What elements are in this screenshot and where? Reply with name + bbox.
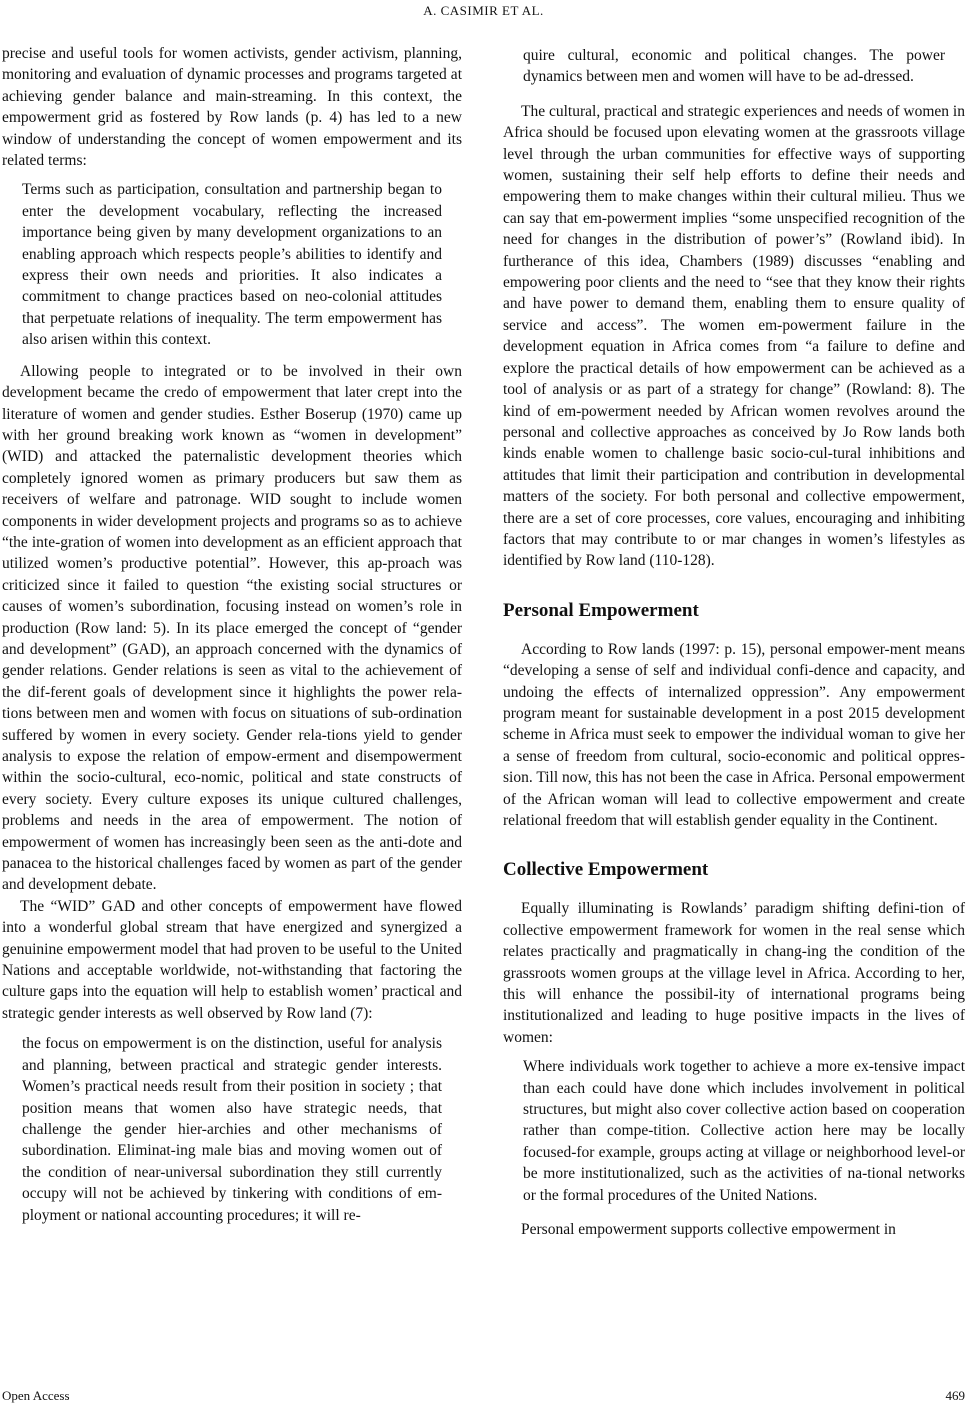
footer-open-access: Open Access xyxy=(2,1388,70,1403)
running-header: A. CASIMIR ET AL. xyxy=(423,3,544,18)
left-block-quote-1: Terms such as participation, consultation and partnership began to enter the development vocabulary, reflecting the increased importance being given by many development organizations to an enabling approach which respects people’s abilities to identify and express their own needs and priorities. It also indicates a commitment to change practices based on neo-colonial attitudes that perpetuate relations of inequality. The term empowerment has also arisen within this context. xyxy=(22,181,442,349)
heading-collective-empowerment: Collective Empowerment xyxy=(503,859,709,881)
right-block-quote-continued: quire cultural, economic and political changes. The power dynamics between men and women will have to be ad-dressed. xyxy=(523,47,945,86)
right-column xyxy=(503,45,965,1241)
left-block-quote-2: the focus on empowerment is on the distinction, useful for analysis and planning, between practical and strategic gender interests. Women’s practical needs result from their position in society ; that position means that women also have strategic needs, that challenge the gender hier-archies and other mechanisms of subordination. Eliminat-ing male bias and moving women out of the condition of near-universal subordination they still currently occupy will not be achieved by tinkering with conditions of em-ployment or national accounting procedures; it will re- xyxy=(22,1035,442,1224)
right-block-quote-3: Where individuals work together to achieve a more ex-tensive impact than each could have done which includes involvement in political structures, but might also cover collective action based on cooperation rather than compe-tition. Collective action here may be locally focused-for example, groups acting at village or neighborhood level-or be more institutionalized, such as the activities of na-tional networks or the formal procedures of the United Nations. xyxy=(523,1058,965,1204)
heading-personal-empowerment: Personal Empowerment xyxy=(503,599,699,621)
footer-page-number: 469 xyxy=(945,1388,965,1403)
left-column xyxy=(2,43,462,1226)
right-paragraph-2: According to Row lands (1997: p. 15), personal empower-ment means “developing a sense of self and individual confi-dence and capacity, and undoing the effects of internalized oppression”. Any empowerment program meant for sustainable development in a post 2015 development scheme in Africa must seek to empower the individual woman to give her a sense of freedom from cultural, socio-economic and political oppres-sion. Till now, this has not been the case in Africa. Personal empowerment of the African woman will lead to collective empowerment and create relational freedom that will establish gender equality in the Continent. xyxy=(503,640,965,829)
left-paragraph-1: precise and useful tools for women activists, gender activism, planning, monitoring and evaluation of dynamic processes and programs targeted at achieving gender balance and main-streaming. In this context, the empowerment grid as fostered by Row lands (p. 4) has led to a new window of understanding the concept of women empowerment and its related terms: xyxy=(2,45,462,170)
right-paragraph-3: Equally illuminating is Rowlands’ paradigm shifting defini-tion of collective empowerment framework for women in the real sense which relates practically and pragmatically in chang-ing the condition of the grassroots women groups at the village level in Africa. According to her, this will enhance the possibil-ity of international programs being institutionalized and leading to huge positive impacts in the lives of women: xyxy=(503,900,965,1046)
right-paragraph-4: Personal empowerment supports collective empowerment in xyxy=(521,1221,896,1239)
right-paragraph-1: The cultural, practical and strategic experiences and needs of women in Africa should be focused upon elevating women at the grassroots village level through the urban communities for effective ways of supporting women, sustaining their self help efforts to define their needs and empowering them to make changes within their cultural milieu. Thus we can say that em-powerment implies “some unspecified recognition of the need for changes in the distribution of power’s” (Rowland ibid). In furtherance of this idea, Chambers (1989) discusses “enabling and empowering poor clients and the need to “see that they know their rights and have power to demand them, enabling them to ensure quality of service and access”. The women em-powerment failure in the development equation in Africa comes from “a failure to define and explore the practical details of how empowerment can be achieved as a tool of analysis or as part of a strategy for change” (Rowland: 8). The kind of em-powerment needed by African women revolves around the personal and collective approaches as conceived by Jo Row lands both kinds enable women to challenge basic socio-cul-tural inhibitions and attitudes that limit their participation and contribution in developmental matters of the society. For both personal and collective empowerment, there are a set of core processes, core values, encouraging and inhibiting factors that may contribute to or mar changes in women’s lifestyles as identified by Row land (110-128). xyxy=(503,102,965,570)
left-paragraph-3: The “WID” GAD and other concepts of empowerment have flowed into a wonderful global stream that have energized and synergized a genuinine empowerment model that had proven to be useful to the United Nations and acceptable worldwide, not-withstanding that factoring the culture gaps into the equation will help to establish women’ practical and strategic gender interests as well observed by Row land (7): xyxy=(2,897,462,1022)
left-paragraph-2: Allowing people to integrated or to be involved in their own development became the credo of empowerment that later crept into the literature of women and gender studies. Esther Boserup (1970) came up with her ground breaking work known as “women in development” (WID) and attacked the paternalistic development theories which completely ignored women as primary producers but saw them as receivers of welfare and patronage. WID sought to include women components in wider development projects and programs so as to achieve “the inte-gration of women into development as an efficient approach that utilized women’s productive potential”. However, this ap-proach was criticized since it failed to question “the existing social structures or causes of women’s subordination, focusing instead on women’s role in production (Row land: 5). In its place emerged the concept of “gender and development” (GAD), an approach concerned with the dynamics of gender relations. Gender relations is seen as vital to the achievement of the dif-ferent goals of development since it highlights the power rela-tions between men and women with focus on situations of sub-ordination suffered by women in every society. Gender rela-tions yield to gender analysis to expose the relation of empow-erment and disempowerment within the socio-cultural, eco-nomic, political and state constructs of every society. Every culture exposes its unique cultured challenges, problems and needs in the area of empowerment. The notion of empowerment of women has increasingly been seen as the anti-dote and panacea to the historical challenges faced by women as part of the gender and development debate. xyxy=(2,362,462,894)
